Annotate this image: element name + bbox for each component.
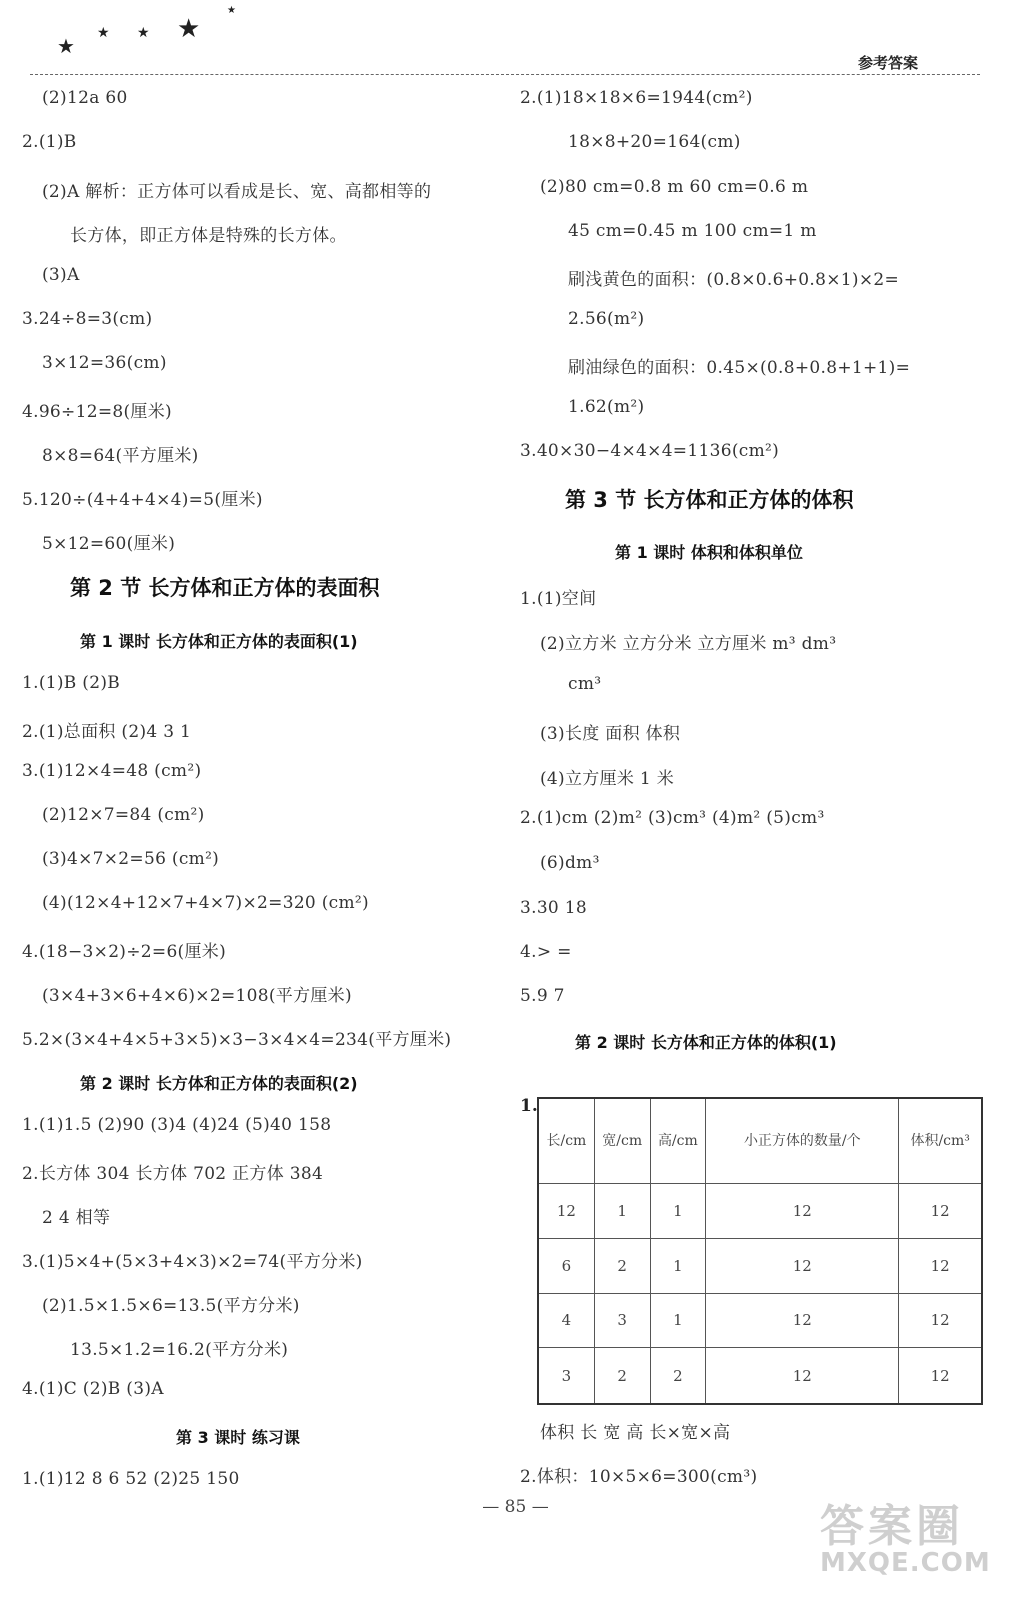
- star-icon: ★: [227, 5, 236, 16]
- answer-line: 2.(1)cm (2)m² (3)cm³ (4)m² (5)cm³: [520, 808, 825, 828]
- star-icon: ★: [57, 34, 75, 58]
- answer-line: (4)立方厘米 1 米: [540, 769, 675, 789]
- table-cell: 12: [706, 1184, 899, 1239]
- answer-line: 5×12=60(厘米): [42, 534, 176, 554]
- header-length: 长/cm: [538, 1098, 594, 1184]
- answer-line: 2.体积：10×5×6=300(cm³): [520, 1467, 758, 1487]
- answer-line: 4.(18−3×2)÷2=6(厘米): [22, 942, 227, 962]
- answer-line: 45 cm=0.45 m 100 cm=1 m: [568, 221, 817, 241]
- lesson-heading: 第 3 课时 练习课: [176, 1428, 300, 1447]
- answer-line: (4)(12×4+12×7+4×7)×2=320 (cm²): [42, 893, 369, 913]
- table-cell: 3: [538, 1348, 594, 1404]
- header-label: 参考答案: [858, 54, 919, 72]
- table-cell: 1: [650, 1238, 706, 1293]
- answer-line: (2)12a 60: [42, 88, 128, 108]
- answer-line: 2.(1)总面积 (2)4 3 1: [22, 722, 192, 742]
- answer-line: 刷油绿色的面积：0.45×(0.8+0.8+1+1)=: [568, 358, 911, 378]
- table-cell: 6: [538, 1238, 594, 1293]
- answer-line: 2.56(m²): [568, 309, 645, 329]
- header-divider: [30, 74, 980, 75]
- section-heading: 第 2 节 长方体和正方体的表面积: [70, 576, 380, 600]
- section-heading: 第 3 节 长方体和正方体的体积: [565, 488, 854, 512]
- lesson-heading: 第 2 课时 长方体和正方体的体积(1): [575, 1033, 837, 1052]
- table-cell: 12: [899, 1293, 982, 1348]
- answer-line: (2)12×7=84 (cm²): [42, 805, 205, 825]
- answer-line: cm³: [568, 674, 602, 694]
- answer-line: 3×12=36(cm): [42, 353, 167, 373]
- answer-line: (2)A 解析：正方体可以看成是长、宽、高都相等的: [42, 182, 432, 202]
- lesson-heading: 第 1 课时 长方体和正方体的表面积(1): [80, 632, 358, 651]
- decorative-stars: [52, 5, 252, 60]
- answer-line: 8×8=64(平方厘米): [42, 446, 199, 466]
- star-icon: ★: [177, 14, 201, 44]
- answer-line: 5.120÷(4+4+4×4)=5(厘米): [22, 490, 263, 510]
- answer-line: (2)1.5×1.5×6=13.5(平方分米): [42, 1296, 300, 1316]
- page-number: — 85 —: [482, 1497, 549, 1517]
- table-cell: 12: [538, 1184, 594, 1239]
- answer-line: 4.96÷12=8(厘米): [22, 402, 172, 422]
- table-cell: 1: [594, 1184, 650, 1239]
- table-cell: 12: [706, 1238, 899, 1293]
- table-cell: 4: [538, 1293, 594, 1348]
- table-cell: 1: [650, 1293, 706, 1348]
- answer-line: 长方体，即正方体是特殊的长方体。: [70, 226, 347, 246]
- answer-line: 5.2×(3×4+4×5+3×5)×3−3×4×4=234(平方厘米): [22, 1030, 452, 1050]
- header-cube-count: 小正方体的数量/个: [706, 1098, 899, 1184]
- table-cell: 2: [594, 1238, 650, 1293]
- volume-table: [537, 1097, 983, 1405]
- table-cell: 1: [650, 1184, 706, 1239]
- answer-line: 2.(1)B: [22, 132, 77, 152]
- table-cell: 12: [899, 1184, 982, 1239]
- answer-line: (3)4×7×2=56 (cm²): [42, 849, 220, 869]
- answer-line: 5.9 7: [520, 986, 565, 1006]
- table-row: [538, 1293, 982, 1348]
- answer-line: 3.24÷8=3(cm): [22, 309, 153, 329]
- table-cell: 12: [706, 1348, 899, 1404]
- answer-line: 3.(1)5×4+(5×3+4×3)×2=74(平方分米): [22, 1252, 363, 1272]
- answer-line: 3.(1)12×4=48 (cm²): [22, 761, 202, 781]
- answer-line: 3.30 18: [520, 898, 587, 918]
- answer-line: (3×4+3×6+4×6)×2=108(平方厘米): [42, 986, 352, 1006]
- answer-line: 4.> =: [520, 942, 572, 962]
- answer-line: 13.5×1.2=16.2(平方分米): [70, 1340, 289, 1360]
- table-cell: 2: [650, 1348, 706, 1404]
- table-row: [538, 1184, 982, 1239]
- answer-line: (2)80 cm=0.8 m 60 cm=0.6 m: [540, 177, 809, 197]
- table-row: [538, 1238, 982, 1293]
- header-height: 高/cm: [650, 1098, 706, 1184]
- header-volume: 体积/cm³: [899, 1098, 982, 1184]
- table-cell: 12: [899, 1348, 982, 1404]
- answer-line: 刷浅黄色的面积：(0.8×0.6+0.8×1)×2=: [568, 270, 900, 290]
- answer-line: 1.(1)B (2)B: [22, 673, 121, 693]
- answer-line: 18×8+20=164(cm): [568, 132, 741, 152]
- answer-line: (6)dm³: [540, 853, 600, 873]
- table-cell: 2: [594, 1348, 650, 1404]
- star-icon: ★: [97, 25, 110, 41]
- table-cell: 3: [594, 1293, 650, 1348]
- answer-line: 2.长方体 304 长方体 702 正方体 384: [22, 1164, 324, 1184]
- table-cell: 12: [899, 1238, 982, 1293]
- lesson-heading: 第 2 课时 长方体和正方体的表面积(2): [80, 1074, 358, 1093]
- header-width: 宽/cm: [594, 1098, 650, 1184]
- answer-line: 1.(1)空间: [520, 589, 597, 609]
- answer-line: (2)立方米 立方分米 立方厘米 m³ dm³: [540, 634, 837, 654]
- watermark-text: 答案圈: [820, 1501, 964, 1552]
- answer-line: 体积 长 宽 高 长×宽×高: [540, 1423, 731, 1443]
- table-cell: 12: [706, 1293, 899, 1348]
- answer-line: (3)A: [42, 265, 80, 285]
- star-icon: ★: [137, 25, 150, 41]
- table-row: [538, 1348, 982, 1404]
- answer-line: 1.(1)12 8 6 52 (2)25 150: [22, 1469, 240, 1489]
- answer-line: 2 4 相等: [42, 1208, 111, 1228]
- table-header-row: [538, 1098, 982, 1184]
- answer-line: 1.62(m²): [568, 397, 645, 417]
- table-question-number: 1.: [520, 1096, 538, 1116]
- watermark-url: MXQE.COM: [820, 1548, 991, 1578]
- answer-line: 2.(1)18×18×6=1944(cm²): [520, 88, 753, 108]
- answer-line: 1.(1)1.5 (2)90 (3)4 (4)24 (5)40 158: [22, 1115, 332, 1135]
- watermark-logo: [820, 1490, 1020, 1590]
- lesson-heading: 第 1 课时 体积和体积单位: [615, 543, 803, 562]
- answer-line: (3)长度 面积 体积: [540, 724, 681, 744]
- answer-line: 4.(1)C (2)B (3)A: [22, 1379, 164, 1399]
- answer-line: 3.40×30−4×4×4=1136(cm²): [520, 441, 780, 461]
